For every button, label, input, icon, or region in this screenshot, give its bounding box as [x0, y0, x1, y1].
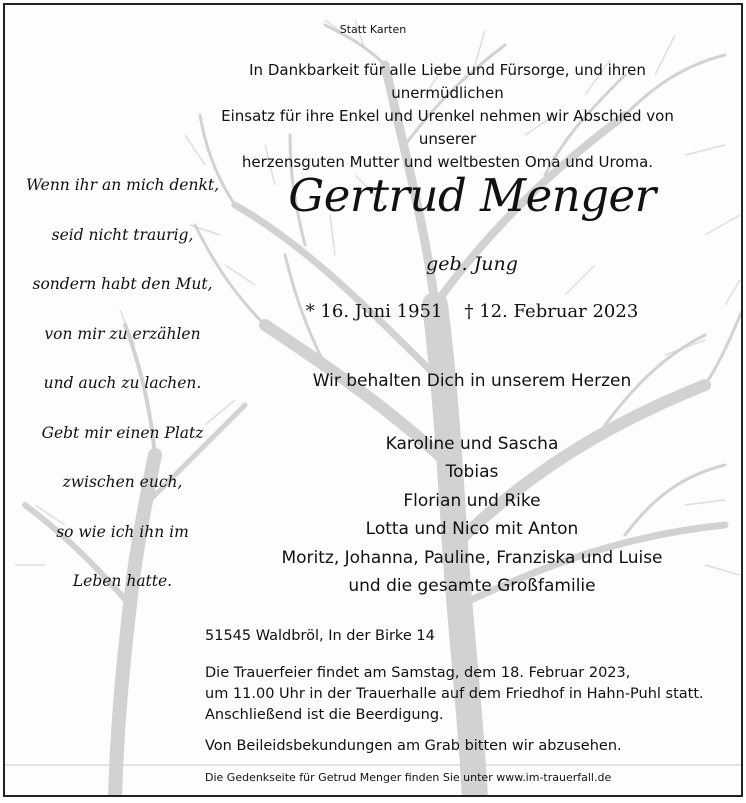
poem-line: von mir zu erzählen — [44, 324, 201, 343]
poem-line: Gebt mir einen Platz — [41, 423, 204, 442]
family-line: Tobias — [445, 462, 499, 483]
family-line: Lotta und Nico mit Anton — [365, 519, 579, 540]
poem-line: so wie ich ihn im — [56, 522, 189, 541]
maiden-name: geb. Jung — [426, 253, 518, 275]
intro-line: Einsatz für ihre Enkel und Urenkel nehmen wir Abschied von unserer — [221, 107, 674, 148]
ceremony-line: Anschließend ist die Beerdigung. — [205, 707, 444, 723]
memorial-page-footer: Die Gedenkseite für Getrud Menger finden Sie unter www.im-trauerfall.de — [205, 771, 612, 784]
life-dates — [237, 301, 707, 322]
poem-line: seid nicht traurig, — [51, 225, 194, 244]
poem-line: Leben hatte. — [72, 572, 173, 590]
family-line: und die gesamte Großfamilie — [348, 576, 596, 597]
birth-date: * 16. Juni 1951 — [305, 301, 443, 322]
poem-line: zwischen euch, — [62, 473, 183, 491]
ceremony-line: um 11.00 Uhr in der Trauerhalle auf dem Friedhof in Hahn-Puhl statt. — [205, 686, 704, 702]
intro-line: herzensguten Mutter und weltbesten Oma und Uroma. — [241, 153, 654, 171]
poem-line: sondern habt den Mut, — [32, 275, 213, 293]
poem — [15, 173, 230, 619]
poem-line: und auch zu lachen. — [43, 374, 202, 392]
family-line: Moritz, Johanna, Pauline, Franziska und Luise — [281, 547, 663, 568]
motto: Wir behalten Dich in unserem Herzen — [312, 371, 632, 391]
address: 51545 Waldbröl, In der Birke 14 — [205, 628, 435, 644]
ceremony-info — [205, 663, 704, 726]
condolence-note: Von Beileidsbekundungen am Grab bitten wir abzusehen. — [205, 738, 622, 754]
family-line: Karoline und Sascha — [385, 434, 559, 454]
family-line: Florian und Rike — [403, 490, 541, 511]
ceremony-line: Die Trauerfeier findet am Samstag, dem 18. Februar 2023, — [205, 665, 631, 681]
family-list — [237, 430, 707, 600]
statt-karten-label: Statt Karten — [339, 23, 407, 36]
death-date: † 12. Februar 2023 — [464, 301, 639, 322]
deceased-name: Gertrud Menger — [288, 169, 656, 222]
obituary-notice — [3, 3, 743, 797]
intro-text — [200, 59, 695, 174]
poem-line: Wenn ihr an mich denkt, — [25, 176, 220, 194]
intro-line: In Dankbarkeit für alle Liebe und Fürsorge, und ihren unermüdlichen — [249, 61, 646, 102]
